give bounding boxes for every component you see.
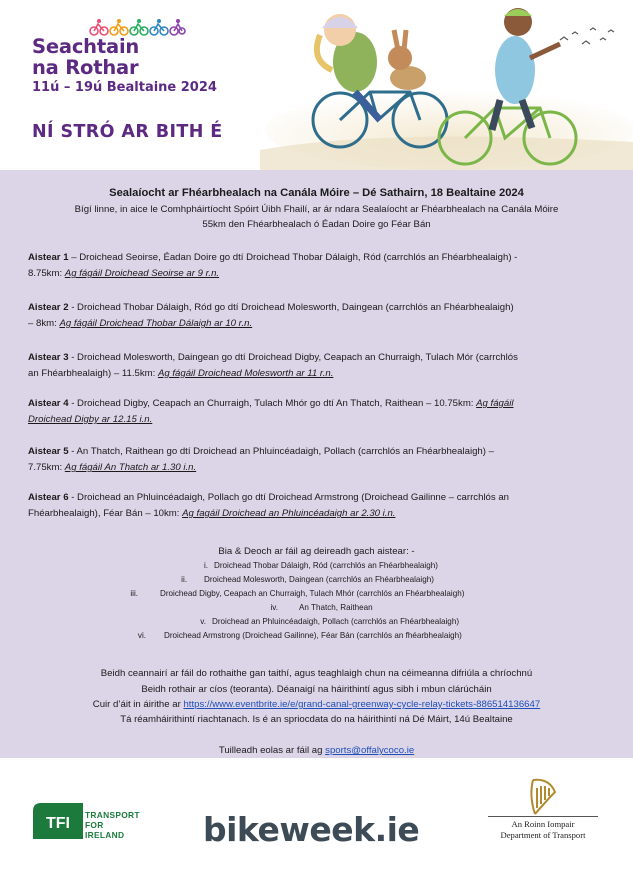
stage-label: Aistear 3 [28,352,69,363]
list-item [0,629,633,643]
contact-prefix: Tuilleadh eolas ar fáil ag [218,745,326,756]
list-text: Droichead Molesworth, Daingean (carrchlós an Fhéarbhealaigh) [204,575,434,584]
tfi-line-3: IRELAND [85,830,125,840]
stage-1 [28,250,624,282]
booking-prefix: Cuir d’áit in áirithe ar [92,699,184,710]
stage-distance: an Fhéarbhealaigh) – 11.5km: [28,368,158,379]
list-item [0,559,633,573]
list-item [0,573,633,587]
event-distance: 55km den Fhéarbhealach ó Éadan Doire go Féar Bán [202,219,431,230]
stage-departure: Ag fágáil Droichead Thobar Dálaigh ar 10 r.n. [59,318,253,329]
event-intro: Bígí linne, in aice le Comhpháirtíocht Spóirt Úibh Fhailí, ar ár ndara Sealaíocht ar Fhéarbhealach na Canála Móire [74,204,559,215]
stage-departure: Ag fágáil Droichead Molesworth ar 11 r.n. [157,368,334,379]
list-number: iii. [130,589,138,598]
stage-6 [28,490,624,522]
stage-distance: 8.75km: [28,268,65,279]
food-list [0,559,633,643]
stage-route: - Droichead Thobar Dálaigh, Ród go dtí Droichead Molesworth, Daingean (carrchlós an Fhéarbhealaigh) [68,302,514,313]
event-dates: 11ú – 19ú Bealtaine 2024 [32,80,217,95]
email-link[interactable]: sports@offalycoco.ie [325,745,415,756]
stage-label: Aistear 1 [28,252,69,263]
list-number: vi. [137,631,146,640]
list-number: i. [203,561,208,570]
stage-2 [28,300,624,332]
stage-route: - Droichead Molesworth, Daingean go dtí Droichead Digby, Ceapach an Churraigh, Tulach Mór (carrchlós [68,352,518,363]
dept-divider [488,816,598,817]
logo-title [32,36,139,78]
outro-contact [0,743,633,759]
cyclists-illustration [260,0,633,170]
outro-deadline: Tá réamháirithintí riachtanach. Is é an spriocdata do na háirithintí ná Dé Máirt, 14ú Bealtaine [120,714,513,725]
logo-line-1: Seachtain [32,35,140,58]
list-text: Droichead Digby, Ceapach an Churraigh, Tulach Mhór (carrchlós an Fhéarbhealaigh) [160,589,465,598]
stage-departure: Ag fágáil [476,398,514,409]
stage-label: Aistear 6 [28,492,69,503]
stage-departure: Ag fágáil Droichead Seoirse ar 9 r.n. [64,268,220,279]
stage-distance: – 8km: [28,318,60,329]
stage-route: - Droichead Digby, Ceapach an Churraigh, Tulach Mhór go dtí An Thatch, Raithean – 10.75km: [68,398,477,409]
outro-guides: Beidh ceannairí ar fáil do rothaithe gan taithí, agus teaghlaigh chun na céimeanna difriúla a chríochnú [100,668,533,679]
list-number: iv. [270,603,278,612]
tfi-logo-icon [33,803,83,839]
logo-line-2: na Rothar [32,56,139,79]
tfi-wordmark [85,810,140,840]
outro-rental: Beidh rothair ar cíos (teoranta). Déanaigí na háirithintí agus sibh i mbun clárúcháin [141,684,492,695]
tfi-mark-text: TFI [46,815,70,832]
stage-distance: Fhéarbhealaigh), Féar Bán – 10km: [28,508,183,519]
slogan: NÍ STRÓ AR BITH É [32,122,223,142]
cyclists-logo-icon [88,18,186,36]
header [0,0,633,170]
list-number: v. [200,617,206,626]
list-text: Droichead Armstrong (Droichead Gailinne), Féar Bán (carrchlós an fhéarbhealaigh) [164,631,462,640]
stage-3 [28,350,624,382]
stage-route: - An Thatch, Raithean go dtí Droichead an Phluincéadaigh, Pollach (carrchlós an Fhéarbhealaigh) – [68,446,494,457]
stage-5 [28,444,624,476]
dept-name-english: Department of Transport [500,830,586,840]
list-item [0,615,633,629]
food-heading: Bia & Deoch ar fáil ag deireadh gach aistear: - [218,546,415,557]
eventbrite-link[interactable]: https://www.eventbrite.ie/e/grand-canal-greenway-cycle-relay-tickets-886514136647 [183,699,541,710]
stage-label: Aistear 2 [28,302,69,313]
dept-name-irish: An Roinn Iompair [511,819,575,829]
stage-departure: Ag fágáil An Thatch ar 1.30 i.n. [64,462,197,473]
bikeweek-logo: bikeweek.ie [203,810,420,849]
list-item [0,587,633,601]
list-text: Droichead an Phluincéadaigh, Pollach (carrchlós an Fhéarbhealaigh) [212,617,460,626]
list-text: Droichead Thobar Dálaigh, Ród (carrchlós an Fhéarbhealaigh) [214,561,438,570]
list-number: ii. [181,575,187,584]
list-text: An Thatch, Raithean [299,603,373,612]
list-item [0,601,633,615]
stage-departure-cont: Droichead Digby ar 12.15 i.n. [28,414,153,425]
event-title: Sealaíocht ar Fhéarbhealach na Canála Móire – Dé Sathairn, 18 Bealtaine 2024 [109,187,524,199]
tfi-line-1: TRANSPORT [85,810,140,820]
tfi-line-2: FOR [85,820,104,830]
stage-route: – Droichead Seoirse, Éadan Doire go dtí Droichead Thobar Dálaigh, Ród (carrchlós an Fhéarbhealaigh) - [68,252,518,263]
stage-distance: 7.75km: [28,462,65,473]
stage-label: Aistear 5 [28,446,69,457]
stage-departure: Ag fagáil Droichead an Phluincéadaigh ar 2.30 i.n. [182,508,396,519]
stage-route: - Droichead an Phluincéadaigh, Pollach go dtí Droichead Armstrong (Droichead Gailinne – carrchlós an [68,492,510,503]
stage-4 [28,396,624,428]
outro-booking [0,697,633,713]
event-panel [0,170,633,758]
footer [0,758,633,875]
harp-icon [527,778,559,816]
stage-label: Aistear 4 [28,398,69,409]
